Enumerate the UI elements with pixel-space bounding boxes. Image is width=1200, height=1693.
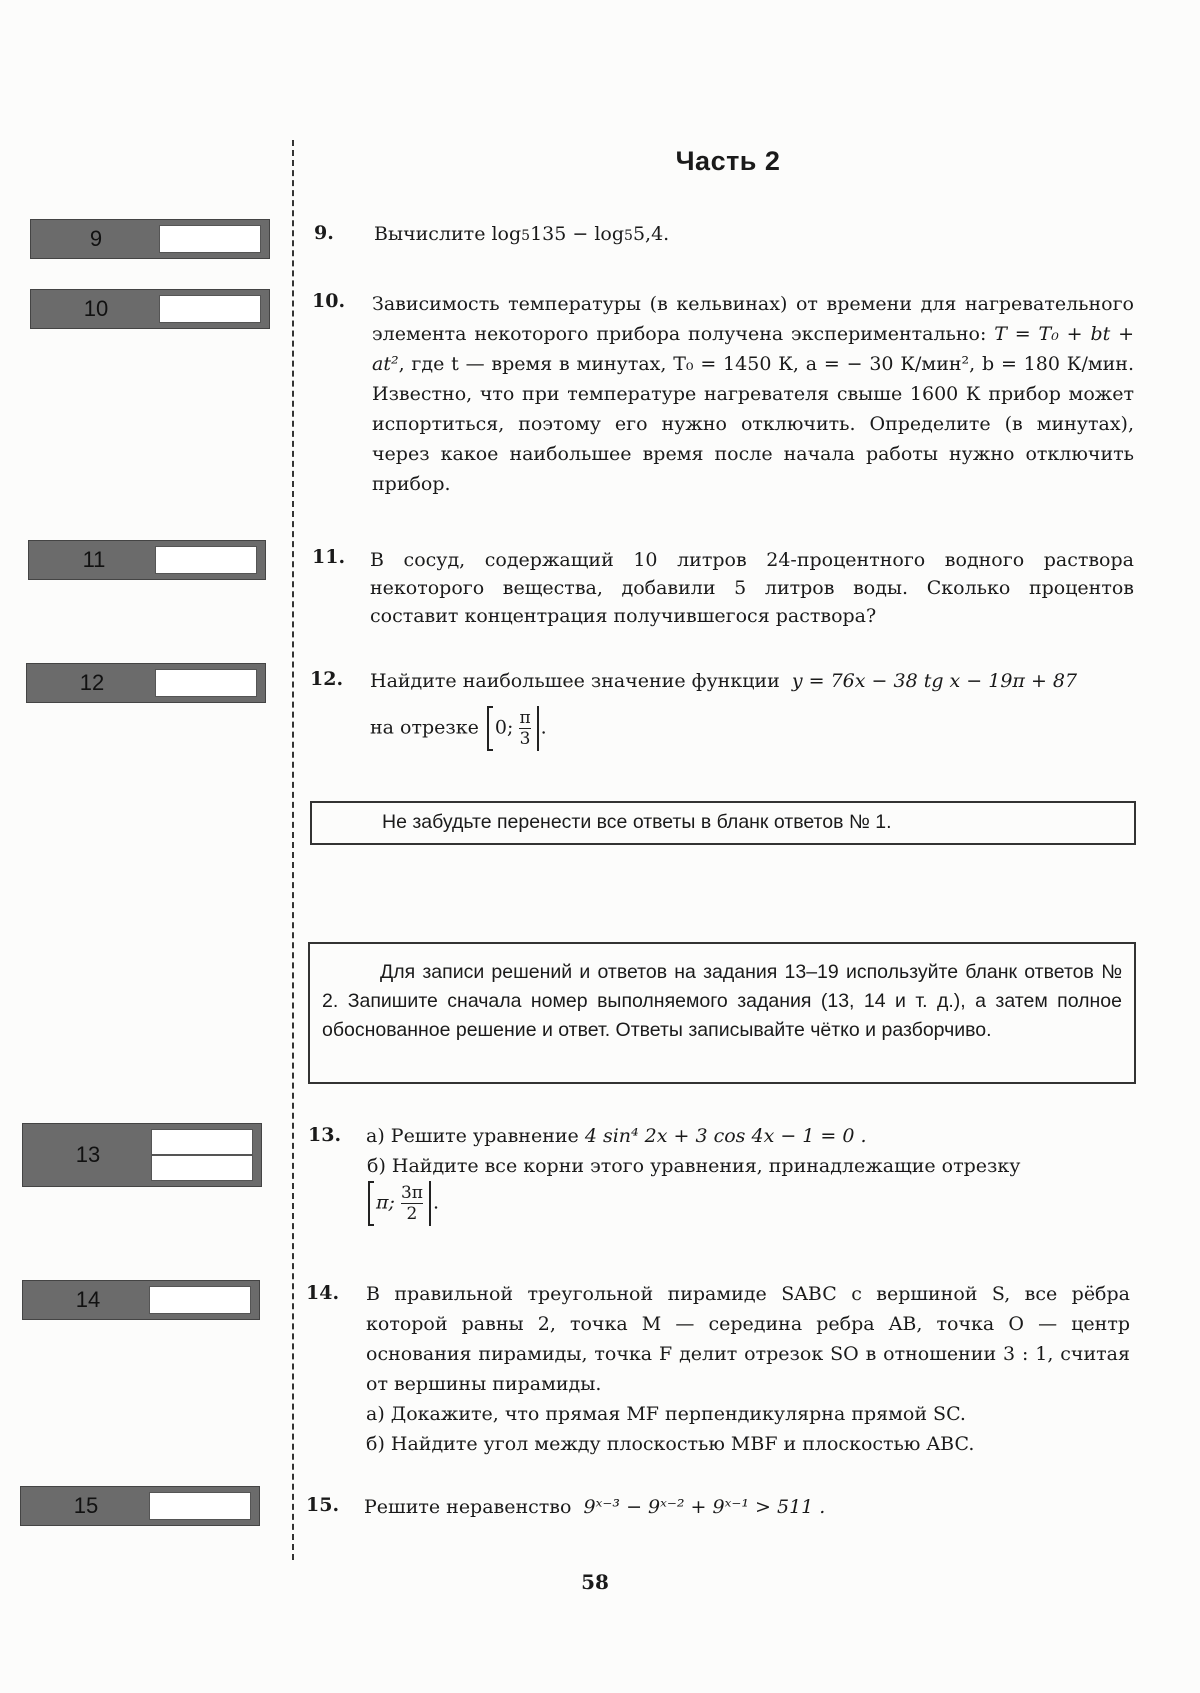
task-number-12: 12. <box>310 668 344 690</box>
answer-box-15[interactable] <box>20 1486 260 1526</box>
task-15-text: Решите неравенство 9ˣ⁻³ − 9ˣ⁻² + 9ˣ⁻¹ > 511 . <box>364 1496 826 1518</box>
answer-box-number: 9 <box>89 226 103 251</box>
task-13-text: а) Решите уравнение 4 sin⁴ 2x + 3 cos 4x − 1 = 0 . б) Найдите все корни этого уравнения, принадлежащие отрезку π; $\frac{3\pi}{2}$ . <box>366 1125 1021 1224</box>
answer-box-number: 10 <box>83 296 109 321</box>
answer-field[interactable] <box>149 1492 251 1520</box>
answer-box-11[interactable] <box>28 540 266 580</box>
segment-bracket: 0; $\frac{\pi}{3}$ <box>487 706 539 751</box>
instructions-box: Для записи решений и ответов на задания 13–19 используйте бланк ответов № 2. Запишите сначала номер выполняемого задания (13, 14 и т. д.), а затем полное обоснованное решение и ответ. Ответы записывайте чётко и разборчиво. <box>308 942 1136 1084</box>
page-number: 58 <box>581 1570 609 1594</box>
answer-field[interactable] <box>149 1286 251 1314</box>
answer-box-number: 15 <box>73 1493 99 1518</box>
task-11-text: В сосуд, содержащий 10 литров 24-процентного водного раствора некоторого вещества, добавили 5 литров воды. Сколько процентов составит концентрация получившегося раствора? <box>370 549 1134 627</box>
answer-field[interactable] <box>159 225 261 253</box>
task-number-9: 9. <box>314 222 334 244</box>
cut-line <box>292 140 294 1560</box>
answer-box-13[interactable] <box>22 1123 262 1187</box>
task-14-text: В правильной треугольной пирамиде SABC с вершиной S, все рёбра которой равны 2, точка M — середина ребра AB, точка O — центр основания пирамиды, точка F делит отрезок SO в отношении 3 : 1, считая от вершины пирамиды. а) Докажите, что прямая MF перпендикулярна прямой SC. б) Найдите угол между плоскостью MBF и плоскостью ABC. <box>366 1283 1130 1455</box>
task-number-14: 14. <box>306 1282 340 1304</box>
answer-field[interactable] <box>155 669 257 697</box>
answer-box-number: 11 <box>82 547 106 572</box>
answer-field[interactable] <box>159 295 261 323</box>
page-title: Часть 2 <box>675 146 781 176</box>
task-10-text: Зависимость температуры (в кельвинах) от времени для нагревательного элемента некоторого прибора получена экспериментально: T = T₀ + bt + at², где t — время в минутах, T₀ = 1450 К, a = − 30 К/мин², b = 180 К/мин. Известно, что при температуре нагревателя свыше 1600 К прибор может испортиться, поэтому его нужно отключить. Определите (в минутах), через какое наибольшее время после начала работы нужно отключить прибор. <box>372 293 1135 495</box>
task-number-15: 15. <box>306 1494 340 1516</box>
task-12-text: Найдите наибольшее значение функции y = 76x − 38 tg x − 19π + 87 <box>370 670 1078 692</box>
answer-box-number: 14 <box>75 1287 101 1312</box>
task-number-10: 10. <box>312 290 346 312</box>
answer-field[interactable] <box>155 546 257 574</box>
answer-box-number: 13 <box>75 1142 101 1167</box>
answer-field-a[interactable] <box>151 1129 253 1155</box>
answer-box-12[interactable] <box>26 663 266 703</box>
task-number-13: 13. <box>308 1124 342 1146</box>
task-12-segment: на отрезке 0; $\frac{\pi}{3}$ . <box>370 708 547 749</box>
answer-box-14[interactable] <box>22 1280 260 1320</box>
task-number-11: 11. <box>312 546 346 568</box>
answer-box-10[interactable] <box>30 289 270 329</box>
segment-bracket: π; $\frac{3\pi}{2}$ <box>368 1181 431 1226</box>
answer-box-number: 12 <box>79 670 105 695</box>
answer-box-9[interactable] <box>30 219 270 259</box>
answer-field-b[interactable] <box>151 1155 253 1181</box>
transfer-reminder: Не забудьте перенести все ответы в бланк ответов № 1. <box>310 801 1136 845</box>
task-9-text: Вычислите log5135 − log55,4. <box>374 223 670 245</box>
